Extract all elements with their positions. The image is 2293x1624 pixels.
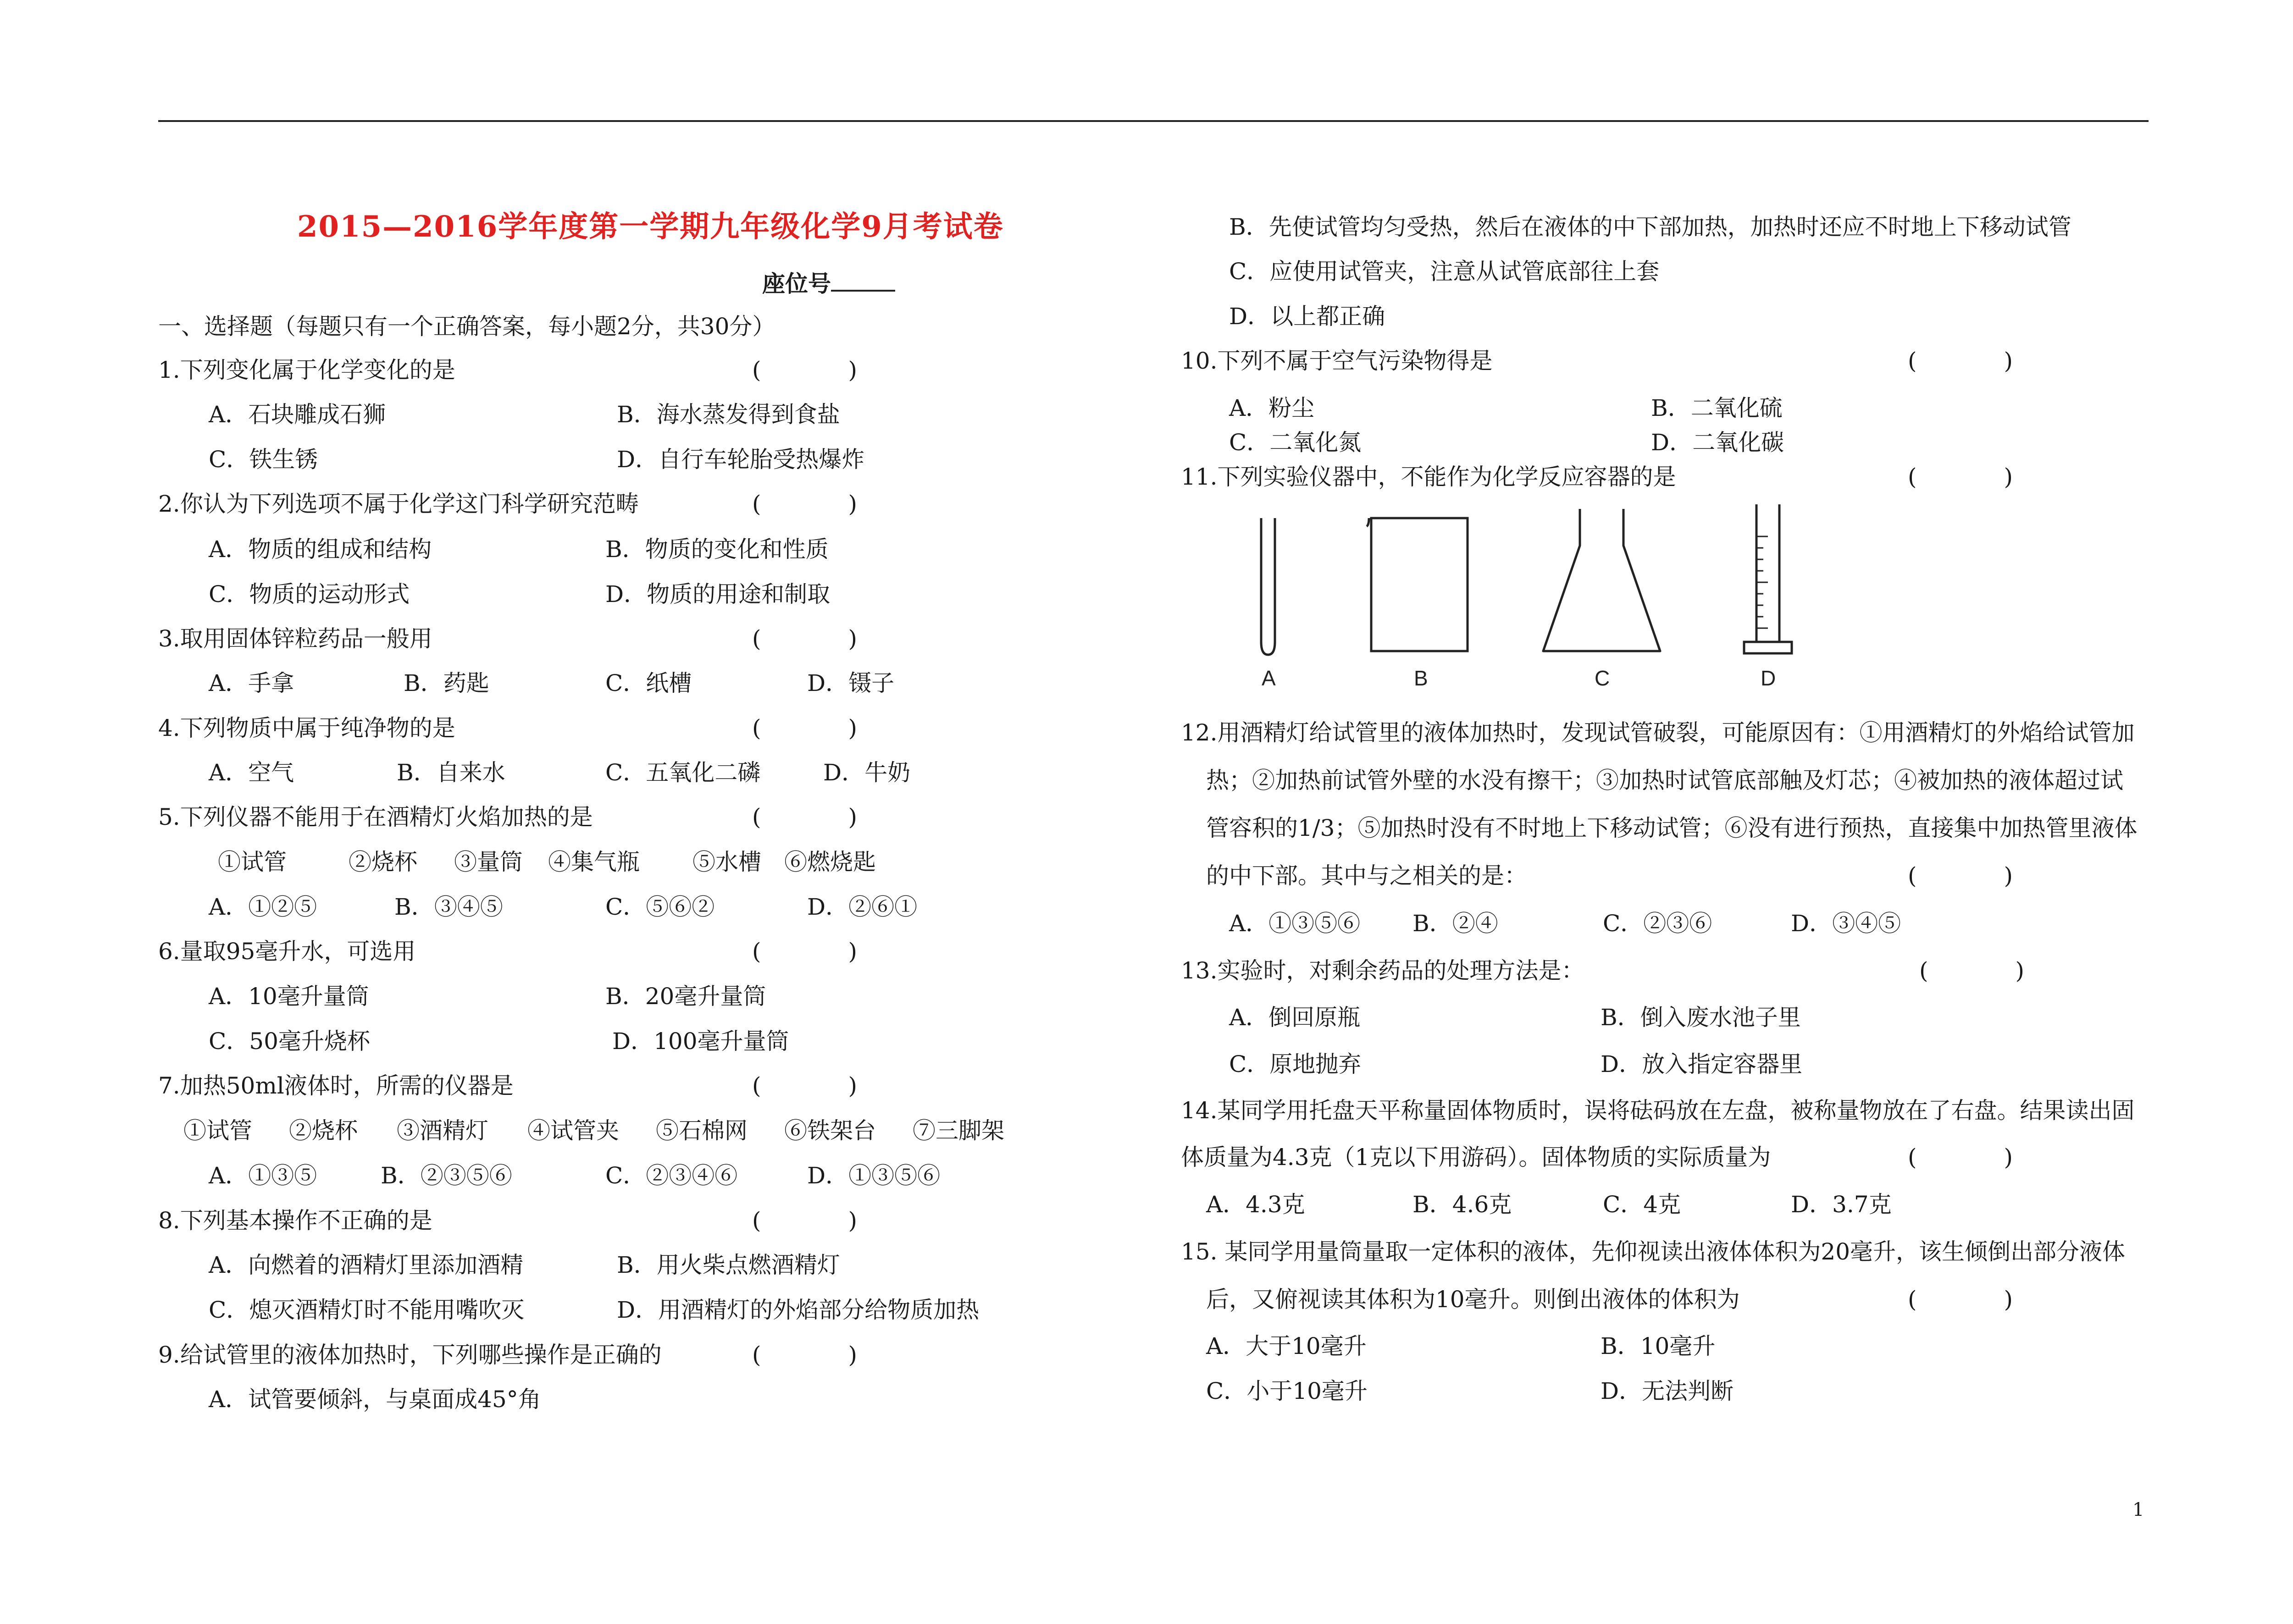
q1-option-d[interactable]: D．自行车轮胎受热爆炸	[617, 446, 865, 473]
apparatus-diagram	[1218, 504, 1860, 697]
apparatus-label-d: D	[1761, 666, 1776, 690]
q4-answer-blank[interactable]: ( )	[752, 715, 871, 741]
q15-answer-blank[interactable]: ( )	[1908, 1286, 2027, 1313]
q15-stem-line: 15. 某同学用量筒量取一定体积的液体，先仰视读出液体体积为20毫升，该生倾倒出部分液体	[1181, 1238, 2126, 1265]
q14-stem-line: 14.某同学用托盘天平称量固体物质时，误将砝码放在左盘，被称量物放在了右盘。结果读出固	[1181, 1097, 2135, 1124]
q8-stem: 8.下列基本操作不正确的是	[158, 1207, 432, 1234]
q11-stem: 11.下列实验仪器中，不能作为化学反应容器的是	[1181, 464, 1676, 490]
q10-stem: 10.下列不属于空气污染物得是	[1181, 348, 1493, 374]
header-rule	[158, 120, 2149, 122]
exam-title: 2015—2016学年度第一学期九年级化学9月考试卷	[297, 210, 1004, 244]
q7-item: ④试管夹	[527, 1117, 619, 1144]
q12-stem-line: 管容积的1/3；⑤加热时没有不时地上下移动试管；⑥没有进行预热，直接集中加热管里液体	[1206, 815, 2138, 841]
q10-option-c[interactable]: C．二氧化氮	[1229, 429, 1362, 456]
q1-stem: 1.下列变化属于化学变化的是	[158, 357, 455, 383]
q9-option-c[interactable]: C．应使用试管夹，注意从试管底部往上套	[1229, 258, 1660, 285]
q14-option-a[interactable]: A．4.3克	[1206, 1191, 1305, 1218]
q5-option-b[interactable]: B．③④⑤	[394, 894, 503, 920]
q14-answer-blank[interactable]: ( )	[1908, 1144, 2027, 1171]
q5-option-d[interactable]: D．②⑥①	[807, 894, 918, 920]
q5-item: ④集气瓶	[548, 849, 640, 875]
q7-stem: 7.加热50ml液体时，所需的仪器是	[158, 1072, 514, 1099]
beaker-icon[interactable]	[1367, 518, 1468, 651]
apparatus-label-c: C	[1595, 666, 1610, 690]
apparatus-label-b: B	[1414, 666, 1428, 690]
q8-option-c[interactable]: C．熄灭酒精灯时不能用嘴吹灭	[209, 1297, 525, 1323]
q9-answer-blank[interactable]: ( )	[752, 1342, 871, 1368]
q3-option-c[interactable]: C．纸槽	[605, 670, 692, 696]
q6-option-a[interactable]: A．10毫升量筒	[209, 983, 369, 1010]
q2-option-d[interactable]: D．物质的用途和制取	[605, 581, 831, 608]
q7-item: ⑤石棉网	[656, 1117, 748, 1144]
q9-option-d[interactable]: D．以上都正确	[1229, 303, 1385, 330]
q12-option-a[interactable]: A．①③⑤⑥	[1229, 910, 1361, 937]
q6-option-c[interactable]: C．50毫升烧杯	[209, 1028, 370, 1055]
section-heading: 一、选择题（每题只有一个正确答案，每小题2分，共30分）	[158, 313, 775, 340]
q1-answer-blank[interactable]: ( )	[752, 357, 871, 383]
q3-option-d[interactable]: D．镊子	[807, 670, 895, 696]
q5-item: ②烧杯	[349, 849, 417, 875]
q8-option-b[interactable]: B．用火柴点燃酒精灯	[617, 1252, 840, 1278]
test-tube-icon[interactable]	[1261, 518, 1275, 655]
page-number: 1	[2132, 1499, 2144, 1520]
q7-option-d[interactable]: D．①③⑤⑥	[807, 1162, 941, 1189]
q14-option-d[interactable]: D．3.7克	[1791, 1191, 1892, 1218]
q7-option-a[interactable]: A．①③⑤	[209, 1162, 317, 1189]
q1-option-a[interactable]: A．石块雕成石狮	[209, 401, 386, 428]
q5-item: ①试管	[218, 849, 287, 875]
q13-option-d[interactable]: D．放入指定容器里	[1601, 1051, 1803, 1077]
graduated-cylinder-icon[interactable]	[1744, 504, 1792, 653]
q4-option-a[interactable]: A．空气	[209, 759, 294, 786]
seat-number-label: 座位号	[762, 270, 831, 297]
q2-option-b[interactable]: B．物质的变化和性质	[605, 536, 829, 563]
q8-answer-blank[interactable]: ( )	[752, 1207, 871, 1234]
seat-number-field[interactable]	[762, 270, 895, 298]
q12-answer-blank[interactable]: ( )	[1908, 862, 2027, 889]
q7-item: ③酒精灯	[397, 1117, 488, 1144]
q14-option-c[interactable]: C．4克	[1603, 1191, 1681, 1218]
q5-option-c[interactable]: C．⑤⑥②	[605, 894, 715, 920]
q5-item: ⑥燃烧匙	[784, 849, 876, 875]
q15-option-c[interactable]: C．小于10毫升	[1206, 1378, 1368, 1404]
q7-answer-blank[interactable]: ( )	[752, 1072, 871, 1099]
q9-option-b[interactable]: B．先使试管均匀受热，然后在液体的中下部加热，加热时还应不时地上下移动试管	[1229, 214, 2071, 240]
q5-option-a[interactable]: A．①②⑤	[209, 894, 317, 920]
q7-item: ⑦三脚架	[913, 1117, 1004, 1144]
q4-stem: 4.下列物质中属于纯净物的是	[158, 715, 455, 741]
q14-option-b[interactable]: B．4.6克	[1412, 1191, 1512, 1218]
q12-stem-line: 热；②加热前试管外壁的水没有擦干；③加热时试管底部触及灯芯；④被加热的液体超过试	[1206, 767, 2123, 794]
q15-option-a[interactable]: A．大于10毫升	[1206, 1333, 1367, 1359]
q13-option-a[interactable]: A．倒回原瓶	[1229, 1004, 1361, 1031]
q3-option-a[interactable]: A．手拿	[209, 670, 294, 696]
q5-item: ⑤水槽	[692, 849, 761, 875]
q6-answer-blank[interactable]: ( )	[752, 938, 871, 965]
q5-item: ③量筒	[454, 849, 523, 875]
q7-item: ②烧杯	[289, 1117, 358, 1144]
q8-option-a[interactable]: A．向燃着的酒精灯里添加酒精	[209, 1252, 524, 1278]
q2-option-c[interactable]: C．物质的运动形式	[209, 581, 410, 608]
q3-stem: 3.取用固体锌粒药品一般用	[158, 625, 432, 652]
q10-answer-blank[interactable]: ( )	[1908, 348, 2027, 374]
q15-stem-line: 后，又俯视读其体积为10毫升。则倒出液体的体积为	[1206, 1286, 1740, 1313]
q4-option-d[interactable]: D．牛奶	[823, 759, 911, 786]
q10-option-a[interactable]: A．粉尘	[1229, 395, 1315, 421]
q15-option-b[interactable]: B．10毫升	[1601, 1333, 1716, 1359]
q3-option-b[interactable]: B．药匙	[404, 670, 489, 696]
q2-stem: 2.你认为下列选项不属于化学这门科学研究范畴	[158, 491, 639, 517]
q5-answer-blank[interactable]: ( )	[752, 804, 871, 830]
q12-option-d[interactable]: D．③④⑤	[1791, 910, 1901, 937]
q12-stem-line: 的中下部。其中与之相关的是：	[1206, 862, 1527, 889]
q9-option-a[interactable]: A．试管要倾斜，与桌面成45°角	[209, 1386, 541, 1413]
q7-option-c[interactable]: C．②③④⑥	[605, 1162, 738, 1189]
q10-option-b[interactable]: B．二氧化硫	[1651, 395, 1783, 421]
q15-option-d[interactable]: D．无法判断	[1601, 1378, 1734, 1404]
q11-answer-blank[interactable]: ( )	[1908, 464, 2027, 490]
q13-option-b[interactable]: B．倒入废水池子里	[1601, 1004, 1801, 1031]
seat-number-blank[interactable]	[831, 270, 895, 292]
q7-option-b[interactable]: B．②③⑤⑥	[381, 1162, 512, 1189]
q10-option-d[interactable]: D．二氧化碳	[1651, 429, 1784, 456]
q13-answer-blank[interactable]: ( )	[1919, 957, 2038, 984]
q9-stem: 9.给试管里的液体加热时，下列哪些操作是正确的	[158, 1342, 662, 1368]
q6-option-b[interactable]: B．20毫升量筒	[605, 983, 766, 1010]
q2-answer-blank[interactable]: ( )	[752, 491, 871, 517]
q3-answer-blank[interactable]: ( )	[752, 625, 871, 652]
q1-option-b[interactable]: B．海水蒸发得到食盐	[617, 401, 840, 428]
q4-option-b[interactable]: B．自来水	[397, 759, 505, 786]
q12-option-c[interactable]: C．②③⑥	[1603, 910, 1712, 937]
q13-stem: 13.实验时，对剩余药品的处理方法是：	[1181, 957, 1584, 984]
q7-item: ①试管	[183, 1117, 252, 1144]
q8-option-d[interactable]: D．用酒精灯的外焰部分给物质加热	[617, 1297, 980, 1323]
q12-option-b[interactable]: B．②④	[1412, 910, 1498, 937]
apparatus-label-a: A	[1262, 666, 1276, 690]
q12-stem-line: 12.用酒精灯给试管里的液体加热时，发现试管破裂，可能原因有：①用酒精灯的外焰给试管加	[1181, 719, 2135, 746]
q1-option-c[interactable]: C．铁生锈	[209, 446, 318, 473]
q2-option-a[interactable]: A．物质的组成和结构	[209, 536, 432, 563]
q6-option-d[interactable]: D．100毫升量筒	[612, 1028, 789, 1055]
q5-stem: 5.下列仪器不能用于在酒精灯火焰加热的是	[158, 804, 593, 830]
q13-option-c[interactable]: C．原地抛弃	[1229, 1051, 1362, 1077]
q6-stem: 6.量取95毫升水，可选用	[158, 938, 416, 965]
q14-stem-line: 体质量为4.3克（1克以下用游码）。固体物质的实际质量为	[1181, 1144, 1771, 1171]
q4-option-c[interactable]: C．五氧化二磷	[605, 759, 761, 786]
conical-flask-icon[interactable]	[1543, 509, 1660, 651]
q7-item: ⑥铁架台	[784, 1117, 876, 1144]
